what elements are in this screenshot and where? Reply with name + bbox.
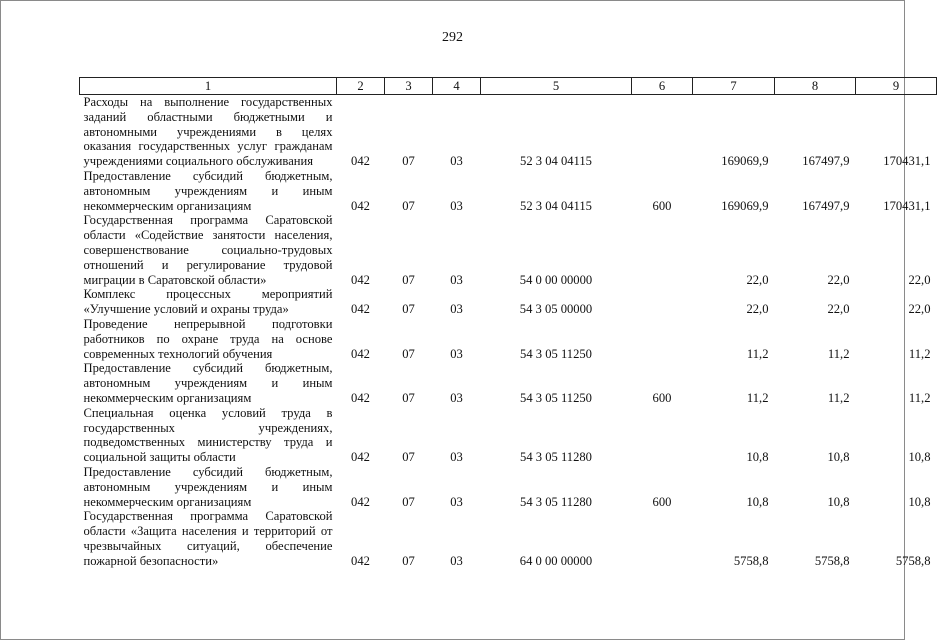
header-cell: 7 (693, 78, 775, 95)
row-amount-3: 170431,1 (883, 154, 931, 169)
row-amount-3: 10,8 (908, 494, 931, 509)
row-amount-1: 169069,9 (721, 154, 769, 169)
row-target-article: 54 3 05 11250 (520, 346, 592, 361)
row-expense-type (632, 287, 693, 317)
row-expense-type: 600 (652, 494, 672, 509)
row-target-article: 54 3 05 11250 (520, 390, 592, 405)
table-row (80, 465, 937, 509)
table-row (80, 361, 937, 405)
table-row (80, 406, 937, 465)
row-amount-3: 11,2 (908, 346, 931, 361)
row-description: Государственная программа Саратовской области «Содействие занятости населения, совершенствование социально-трудовых отношений и регулирование трудовой миграции в Саратовской области» (83, 213, 333, 287)
row-section-code: 07 (402, 198, 415, 213)
row-amount-1: 169069,9 (721, 198, 769, 213)
row-description: Расходы на выполнение государственных заданий областными бюджетными и автономными учреждениями в целях оказания государственных услуг гражданам учреждениями социального обслуживания (83, 95, 333, 169)
row-amount-3: 22,0 (908, 302, 931, 317)
row-ved-code: 042 (351, 154, 370, 169)
row-amount-3: 10,8 (908, 450, 931, 465)
row-amount-1: 10,8 (746, 494, 769, 509)
table-row (80, 95, 937, 169)
row-subsection-code: 03 (450, 302, 463, 317)
row-amount-2: 167497,9 (802, 198, 850, 213)
row-ved-code: 042 (351, 302, 370, 317)
row-expense-type: 600 (652, 390, 672, 405)
row-expense-type (632, 213, 693, 287)
table-row (80, 169, 937, 213)
table-row (80, 213, 937, 287)
row-ved-code: 042 (351, 198, 370, 213)
row-description: Специальная оценка условий труда в государственных учреждениях, подведомственных министерству труда и социальной защиты области (83, 405, 333, 465)
row-target-article: 64 0 00 00000 (519, 553, 593, 568)
header-cell: 6 (632, 78, 693, 95)
header-cell: 3 (385, 78, 433, 95)
row-amount-3: 5758,8 (895, 553, 931, 568)
row-description: Проведение непрерывной подготовки работников по охране труда на основе современных технологий обучения (83, 316, 333, 361)
row-section-code: 07 (402, 272, 415, 287)
header-row (80, 78, 937, 95)
row-description: Комплекс процессных мероприятий «Улучшение условий и охраны труда» (83, 287, 333, 317)
row-target-article: 54 3 05 11280 (520, 494, 592, 509)
row-ved-code: 042 (351, 346, 370, 361)
row-amount-3: 170431,1 (883, 198, 931, 213)
row-expense-type (632, 95, 693, 169)
header-cell: 9 (856, 78, 937, 95)
row-section-code: 07 (402, 390, 415, 405)
row-description: Государственная программа Саратовской области «Защита населения и территорий от чрезвычайных ситуаций, обеспечение пожарной безопасности» (83, 509, 333, 568)
row-target-article: 54 0 00 00000 (519, 272, 593, 287)
row-subsection-code: 03 (450, 390, 463, 405)
row-amount-1: 5758,8 (733, 553, 769, 568)
row-expense-type (632, 317, 693, 361)
row-amount-2: 167497,9 (802, 154, 850, 169)
row-ved-code: 042 (351, 553, 370, 568)
row-expense-type (632, 509, 693, 568)
row-subsection-code: 03 (450, 198, 463, 213)
row-target-article: 54 3 05 11280 (520, 450, 592, 465)
row-target-article: 52 3 04 04115 (520, 198, 592, 213)
row-subsection-code: 03 (450, 553, 463, 568)
row-amount-3: 11,2 (908, 390, 931, 405)
row-description: Предоставление субсидий бюджетным, автономным учреждениям и иным некоммерческим организациям (83, 361, 333, 405)
row-subsection-code: 03 (450, 494, 463, 509)
table-row (80, 509, 937, 568)
row-amount-1: 11,2 (746, 346, 769, 361)
row-amount-2: 11,2 (827, 346, 850, 361)
row-amount-2: 22,0 (827, 302, 850, 317)
row-subsection-code: 03 (450, 154, 463, 169)
row-expense-type: 600 (652, 198, 672, 213)
row-subsection-code: 03 (450, 272, 463, 287)
row-target-article: 54 3 05 00000 (519, 302, 593, 317)
row-description: Предоставление субсидий бюджетным, автономным учреждениям и иным некоммерческим организациям (83, 168, 333, 213)
row-section-code: 07 (402, 494, 415, 509)
row-subsection-code: 03 (450, 346, 463, 361)
row-subsection-code: 03 (450, 450, 463, 465)
row-amount-3: 22,0 (908, 272, 931, 287)
row-amount-1: 11,2 (746, 390, 769, 405)
row-section-code: 07 (402, 302, 415, 317)
row-target-article: 52 3 04 04115 (520, 154, 592, 169)
row-ved-code: 042 (351, 494, 370, 509)
page-number: 292 (442, 30, 463, 45)
header-cell: 8 (775, 78, 856, 95)
table-row (80, 287, 937, 317)
header-cell: 4 (433, 78, 481, 95)
row-description: Предоставление субсидий бюджетным, автономным учреждениям и иным некоммерческим организациям (83, 464, 333, 509)
row-amount-1: 22,0 (746, 302, 769, 317)
row-ved-code: 042 (351, 272, 370, 287)
row-ved-code: 042 (351, 390, 370, 405)
header-cell: 1 (80, 78, 337, 95)
row-amount-2: 5758,8 (814, 553, 850, 568)
row-amount-2: 11,2 (827, 390, 850, 405)
row-amount-2: 10,8 (827, 494, 850, 509)
row-section-code: 07 (402, 450, 415, 465)
table-row (80, 317, 937, 361)
row-section-code: 07 (402, 346, 415, 361)
row-section-code: 07 (402, 553, 415, 568)
budget-table (79, 77, 937, 569)
row-expense-type (632, 406, 693, 465)
header-cell: 2 (337, 78, 385, 95)
row-section-code: 07 (402, 154, 415, 169)
row-ved-code: 042 (351, 450, 370, 465)
header-cell: 5 (481, 78, 632, 95)
row-amount-2: 10,8 (827, 450, 850, 465)
row-amount-1: 22,0 (746, 272, 769, 287)
row-amount-2: 22,0 (827, 272, 850, 287)
row-amount-1: 10,8 (746, 450, 769, 465)
